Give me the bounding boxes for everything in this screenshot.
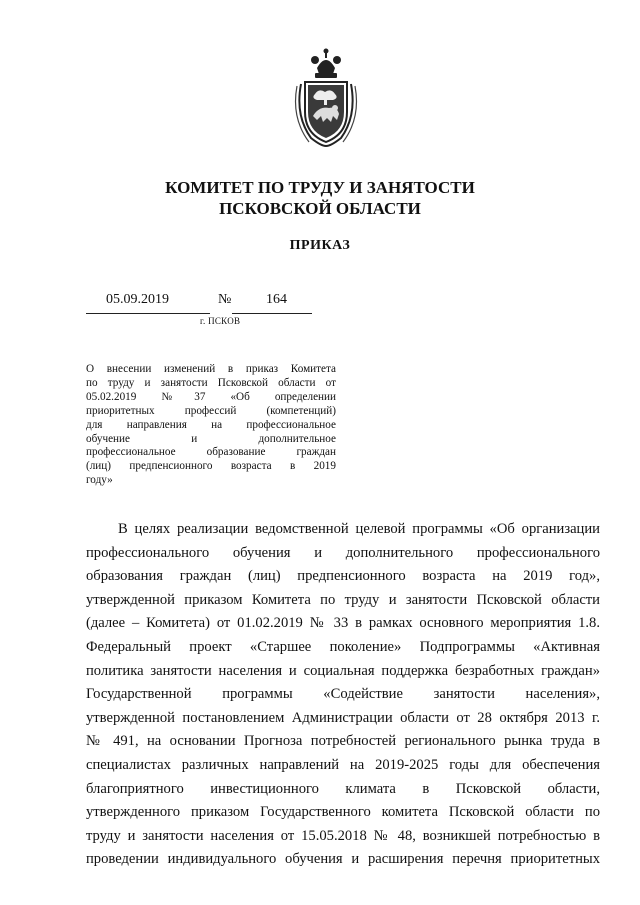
organization-name-line2: ПСКОВСКОЙ ОБЛАСТИ [219, 199, 421, 218]
body-line: утвержденной приказом Комитета по труду и занятости Псковской области [86, 591, 600, 608]
body-line: труду и занятости населения от 15.05.2018 № 48, возникшей потребностью в [86, 827, 600, 844]
order-body-text [86, 518, 600, 872]
subject-line: профессиональное образование граждан [86, 446, 336, 459]
body-line: (далее – Комитета) от 01.02.2019 № 33 в рамках основного мероприятия 1.8. [86, 615, 600, 632]
body-line: образования граждан (лиц) предпенсионного возраста на 2019 год», [86, 568, 600, 585]
coat-of-arms-emblem [291, 46, 361, 150]
date-underline [86, 313, 210, 314]
body-line: В целях реализации ведомственной целевой программы «Об организации [118, 521, 600, 537]
document-type: ПРИКАЗ [289, 238, 351, 253]
body-line: № 491, на основании Прогноза потребностей регионального рынка труда в [86, 733, 600, 750]
body-line: профессионального обучения и дополнительного профессионального [86, 544, 600, 561]
body-line: Федеральный проект «Старшее поколение» Подпрограммы «Активная [86, 638, 600, 655]
body-line: утвержденного приказом Государственного комитета Псковской области по [86, 804, 600, 821]
order-subject [86, 363, 336, 488]
organization-name: КОМИТЕТ ПО ТРУДУ И ЗАНЯТОСТИ [165, 178, 475, 197]
subject-line: приоритетных профессий (компетенций) [86, 404, 336, 417]
body-line: специалистах различных направлений на 2019-2025 годы для обеспечения [86, 756, 600, 773]
subject-line: 05.02.2019 №37 «Об определении [86, 390, 336, 403]
subject-line: О внесении изменений в приказ Комитета [86, 363, 336, 375]
body-line: Государственной программы «Содействие занятости населения», [86, 686, 600, 703]
subject-line: для направления на профессиональное [86, 418, 336, 431]
city-label: г. ПСКОВ [200, 316, 241, 326]
subject-line: году» [86, 474, 113, 487]
body-line: благоприятного инвестиционного климата в Псковской области, [86, 780, 600, 797]
order-number: 164 [266, 292, 287, 307]
number-sign: № [218, 292, 232, 307]
subject-line: по труду и занятости Псковской области от [86, 376, 336, 389]
order-date: 05.09.2019 [106, 292, 169, 307]
body-line: политика занятости населения и социальная поддержка безработных граждан» [86, 662, 600, 679]
body-line: утвержденной постановлением Администрации области от 28 октября 2013 г. [86, 709, 600, 726]
number-underline [232, 313, 312, 314]
subject-line: (лиц) предпенсионного возраста в 2019 [86, 460, 336, 473]
body-line: проведении индивидуального обучения и расширения перечня приоритетных [86, 851, 600, 868]
subject-line: обучение и дополнительное [86, 432, 336, 445]
